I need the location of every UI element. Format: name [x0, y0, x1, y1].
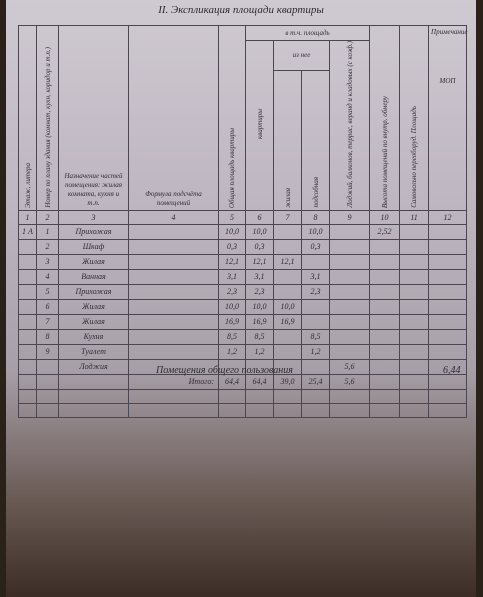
header-note — [429, 26, 467, 211]
header-living: жилая — [274, 70, 302, 210]
cell-empty — [129, 284, 219, 299]
cell-height — [370, 314, 400, 329]
cell-floor — [19, 269, 37, 284]
table-row — [19, 344, 467, 359]
cell-name: Ванная — [59, 269, 129, 284]
table-row — [19, 299, 467, 314]
totals-apt: 64,4 — [246, 374, 274, 389]
cell-apt: 10,0 — [246, 224, 274, 239]
totals-total: 64,4 — [219, 374, 246, 389]
cell-no: 7 — [37, 314, 59, 329]
cell-empty — [370, 374, 400, 389]
page-title: II. Экспликация площади квартиры — [158, 4, 324, 16]
cell-no: 5 — [37, 284, 59, 299]
cell-no: 1 — [37, 224, 59, 239]
cell-total: 12,1 — [219, 254, 246, 269]
table-row — [19, 314, 467, 329]
cell-empty — [400, 359, 429, 374]
cell-aux — [302, 254, 330, 269]
empty-row — [19, 403, 467, 417]
cell-aux: 3,1 — [302, 269, 330, 284]
common-area-label: Помещения общего пользования — [156, 365, 293, 376]
cell-no: 4 — [37, 269, 59, 284]
cell-total: 3,1 — [219, 269, 246, 284]
cell-total: 16,9 — [219, 314, 246, 329]
header-mop: МОП — [439, 77, 456, 85]
cell-floor — [19, 359, 37, 374]
column-number-cell: 10 — [370, 210, 400, 224]
cell-height — [370, 329, 400, 344]
cell-total: 8,5 — [219, 329, 246, 344]
column-number-cell: 2 — [37, 210, 59, 224]
cell-no: 6 — [37, 299, 59, 314]
cell-floor — [19, 314, 37, 329]
cell-empty — [129, 224, 219, 239]
cell-empty — [59, 374, 129, 389]
cell-floor — [19, 344, 37, 359]
column-number-cell: 7 — [274, 210, 302, 224]
cell-loggia — [330, 314, 370, 329]
totals-loggia: 5,6 — [330, 374, 370, 389]
cell-empty — [400, 239, 429, 254]
column-number-cell: 12 — [429, 210, 467, 224]
header-apartment: квартиры — [246, 41, 274, 211]
cell-living — [274, 329, 302, 344]
column-number-cell: 5 — [219, 210, 246, 224]
cell-empty — [429, 269, 467, 284]
cell-height — [370, 299, 400, 314]
cell-apt: 12,1 — [246, 254, 274, 269]
cell-name: Кухня — [59, 329, 129, 344]
cell-empty — [129, 254, 219, 269]
cell-floor — [19, 299, 37, 314]
cell-aux — [302, 359, 330, 374]
cell-empty — [400, 269, 429, 284]
cell-no: 3 — [37, 254, 59, 269]
header-incl-area: в т.ч. площадь — [246, 26, 370, 41]
cell-height — [370, 269, 400, 284]
cell-floor — [19, 329, 37, 344]
cell-living: 16,9 — [274, 314, 302, 329]
cell-name: Прихожая — [59, 224, 129, 239]
cell-no: 9 — [37, 344, 59, 359]
cell-empty — [429, 254, 467, 269]
table-row — [19, 284, 467, 299]
table-row — [19, 239, 467, 254]
cell-empty — [429, 284, 467, 299]
header-self-built: Самовольно переоборуд. Площадь — [400, 26, 429, 211]
cell-no — [37, 359, 59, 374]
cell-living: 10,0 — [274, 299, 302, 314]
cell-total: 0,3 — [219, 239, 246, 254]
header-height: Высота помещений по внутр. обмеру — [370, 26, 400, 211]
table-row — [19, 329, 467, 344]
cell-aux: 8,5 — [302, 329, 330, 344]
cell-apt: 0,3 — [246, 239, 274, 254]
cell-empty — [400, 329, 429, 344]
cell-empty — [129, 329, 219, 344]
header-room-number: Номер по плану здания (комнат, кухн, коридор и т.п.) — [37, 26, 59, 211]
cell-loggia: 5,6 — [330, 359, 370, 374]
cell-apt: 8,5 — [246, 329, 274, 344]
cell-living — [274, 344, 302, 359]
cell-total: 10,0 — [219, 299, 246, 314]
column-number-cell: 9 — [330, 210, 370, 224]
cell-name: Шкаф — [59, 239, 129, 254]
document-sheet — [6, 0, 476, 597]
table-row — [19, 254, 467, 269]
cell-apt: 2,3 — [246, 284, 274, 299]
header-aux: подсобная — [302, 70, 330, 210]
explication-table — [18, 25, 467, 418]
cell-name: Прихожая — [59, 284, 129, 299]
cell-empty — [37, 374, 59, 389]
cell-floor — [19, 254, 37, 269]
cell-apt: 3,1 — [246, 269, 274, 284]
cell-empty — [400, 299, 429, 314]
table-row — [19, 269, 467, 284]
header-note-label: Примечание — [431, 28, 468, 36]
header-loggia: Лоджий, балконов, террас, веранд и кладовых (с коэф.) — [330, 41, 370, 211]
cell-height — [370, 284, 400, 299]
cell-floor: 1 А — [19, 224, 37, 239]
cell-loggia — [330, 284, 370, 299]
cell-living — [274, 284, 302, 299]
cell-loggia — [330, 344, 370, 359]
cell-empty — [429, 224, 467, 239]
cell-aux — [302, 299, 330, 314]
cell-loggia — [330, 299, 370, 314]
cell-empty — [129, 299, 219, 314]
cell-height — [370, 254, 400, 269]
cell-empty — [129, 344, 219, 359]
header-floor: Этаж, литера — [19, 26, 37, 211]
cell-empty — [429, 329, 467, 344]
cell-loggia — [330, 254, 370, 269]
cell-aux: 2,3 — [302, 284, 330, 299]
cell-empty — [400, 254, 429, 269]
cell-aux: 10,0 — [302, 224, 330, 239]
column-number-cell: 11 — [400, 210, 429, 224]
cell-total: 10,0 — [219, 224, 246, 239]
cell-living — [274, 224, 302, 239]
cell-loggia — [330, 224, 370, 239]
cell-height — [370, 344, 400, 359]
cell-empty — [429, 374, 467, 389]
empty-row — [19, 389, 467, 403]
header-total-area: Общая площадь квартиры — [219, 26, 246, 211]
cell-empty — [129, 269, 219, 284]
cell-empty — [400, 344, 429, 359]
cell-name: Жилая — [59, 254, 129, 269]
totals-aux: 25,4 — [302, 374, 330, 389]
cell-total: 2,3 — [219, 284, 246, 299]
cell-apt: 1,2 — [246, 344, 274, 359]
column-number-cell: 8 — [302, 210, 330, 224]
cell-name: Жилая — [59, 314, 129, 329]
cell-empty — [129, 239, 219, 254]
cell-no: 8 — [37, 329, 59, 344]
cell-living: 12,1 — [274, 254, 302, 269]
header-row — [19, 26, 467, 41]
cell-empty — [19, 374, 37, 389]
cell-apt: 10,0 — [246, 299, 274, 314]
header-purpose: Назначение частей помещения: жилая комната, кухня и т.п. — [59, 26, 129, 211]
cell-aux: 1,2 — [302, 344, 330, 359]
cell-loggia — [330, 329, 370, 344]
column-number-cell: 6 — [246, 210, 274, 224]
column-number-cell: 1 — [19, 210, 37, 224]
table-row — [19, 224, 467, 239]
header-of-which: из нее — [274, 41, 330, 71]
column-number-row — [19, 210, 467, 224]
cell-empty — [400, 224, 429, 239]
cell-empty — [400, 284, 429, 299]
cell-empty — [429, 314, 467, 329]
cell-loggia — [330, 269, 370, 284]
cell-name: Туалет — [59, 344, 129, 359]
cell-apt: 16,9 — [246, 314, 274, 329]
totals-label: Итого: — [129, 374, 219, 389]
cell-empty — [429, 344, 467, 359]
cell-no: 2 — [37, 239, 59, 254]
header-formula: Формула подсчёта помещений — [129, 26, 219, 211]
cell-name: Лоджия — [59, 359, 129, 374]
cell-living — [274, 269, 302, 284]
cell-empty — [400, 314, 429, 329]
cell-height: 2,52 — [370, 224, 400, 239]
cell-height — [370, 359, 400, 374]
cell-empty — [429, 299, 467, 314]
cell-total: 1,2 — [219, 344, 246, 359]
column-number-cell: 3 — [59, 210, 129, 224]
column-number-cell: 4 — [129, 210, 219, 224]
cell-empty — [429, 239, 467, 254]
cell-empty — [129, 314, 219, 329]
cell-living — [274, 239, 302, 254]
cell-aux — [302, 314, 330, 329]
cell-name: Жилая — [59, 299, 129, 314]
cell-floor — [19, 284, 37, 299]
cell-height — [370, 239, 400, 254]
cell-empty — [400, 374, 429, 389]
totals-living: 39,0 — [274, 374, 302, 389]
cell-loggia — [330, 239, 370, 254]
cell-aux: 0,3 — [302, 239, 330, 254]
common-area-value: 6,44 — [443, 365, 461, 376]
totals-row — [19, 374, 467, 389]
cell-floor — [19, 239, 37, 254]
